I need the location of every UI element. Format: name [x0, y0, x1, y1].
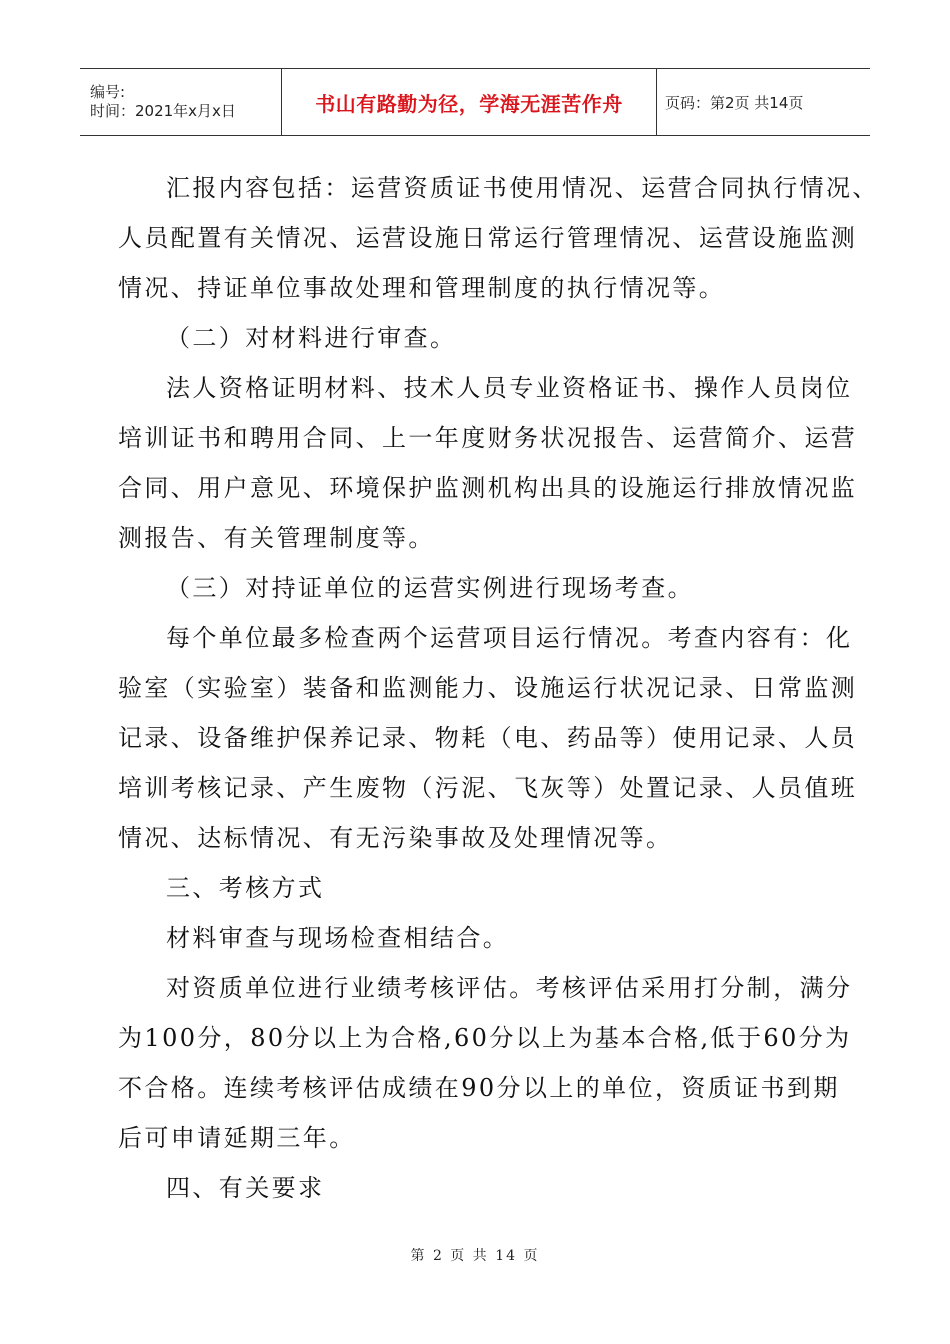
body-line: 测报告、有关管理制度等。: [118, 524, 435, 552]
header-table: [80, 68, 870, 136]
body-line: 法人资格证明材料、技术人员专业资格证书、操作人员岗位: [166, 374, 853, 402]
body-line: 后可申请延期三年。: [118, 1124, 356, 1152]
body-line: 汇报内容包括：运营资质证书使用情况、运营合同执行情况、: [166, 174, 879, 202]
body-line: 情况、达标情况、有无污染事故及处理情况等。: [118, 824, 673, 852]
page-footer: 第 2 页 共 14 页: [410, 1248, 540, 1264]
document-number-label: 编号:: [90, 83, 126, 101]
body-line: 验室（实验室）装备和监测能力、设施运行状况记录、日常监测: [118, 674, 858, 702]
body-line: 为100分，80分以上为合格,60分以上为基本合格,低于60分为: [118, 1024, 852, 1052]
body-line: 培训考核记录、产生废物（污泥、飞灰等）处置记录、人员值班: [118, 774, 858, 802]
document-time-label: 时间：2021年x月x日: [90, 102, 236, 120]
body-line: 记录、设备维护保养记录、物耗（电、药品等）使用记录、人员: [118, 724, 858, 752]
section-heading: （三）对持证单位的运营实例进行现场考查。: [166, 574, 694, 602]
body-line: 材料审查与现场检查相结合。: [166, 924, 510, 952]
header-page-cell: [657, 69, 870, 135]
body-line: 每个单位最多检查两个运营项目运行情况。考查内容有：化: [166, 624, 853, 652]
section-heading: （二）对材料进行审查。: [166, 324, 457, 352]
header-page-info: 页码：第2页 共14页: [665, 93, 804, 112]
body-line: 合同、用户意见、环境保护监测机构出具的设施运行排放情况监: [118, 474, 858, 502]
body-line: 人员配置有关情况、运营设施日常运行管理情况、运营设施监测: [118, 224, 858, 252]
body-line: 对资质单位进行业绩考核评估。考核评估采用打分制，满分: [166, 974, 853, 1002]
header-motto: 书山有路勤为径，学海无涯苦作舟: [315, 91, 623, 116]
body-line: 培训证书和聘用合同、上一年度财务状况报告、运营简介、运营: [118, 424, 858, 452]
section-heading: 四、有关要求: [166, 1174, 325, 1202]
header-meta-cell: [80, 69, 282, 135]
body-line: 不合格。连续考核评估成绩在90分以上的单位，资质证书到期: [118, 1074, 840, 1102]
document-body: [118, 163, 879, 1213]
body-line: 情况、持证单位事故处理和管理制度的执行情况等。: [118, 274, 726, 302]
header-motto-cell: [282, 69, 657, 135]
section-heading: 三、考核方式: [166, 874, 325, 902]
